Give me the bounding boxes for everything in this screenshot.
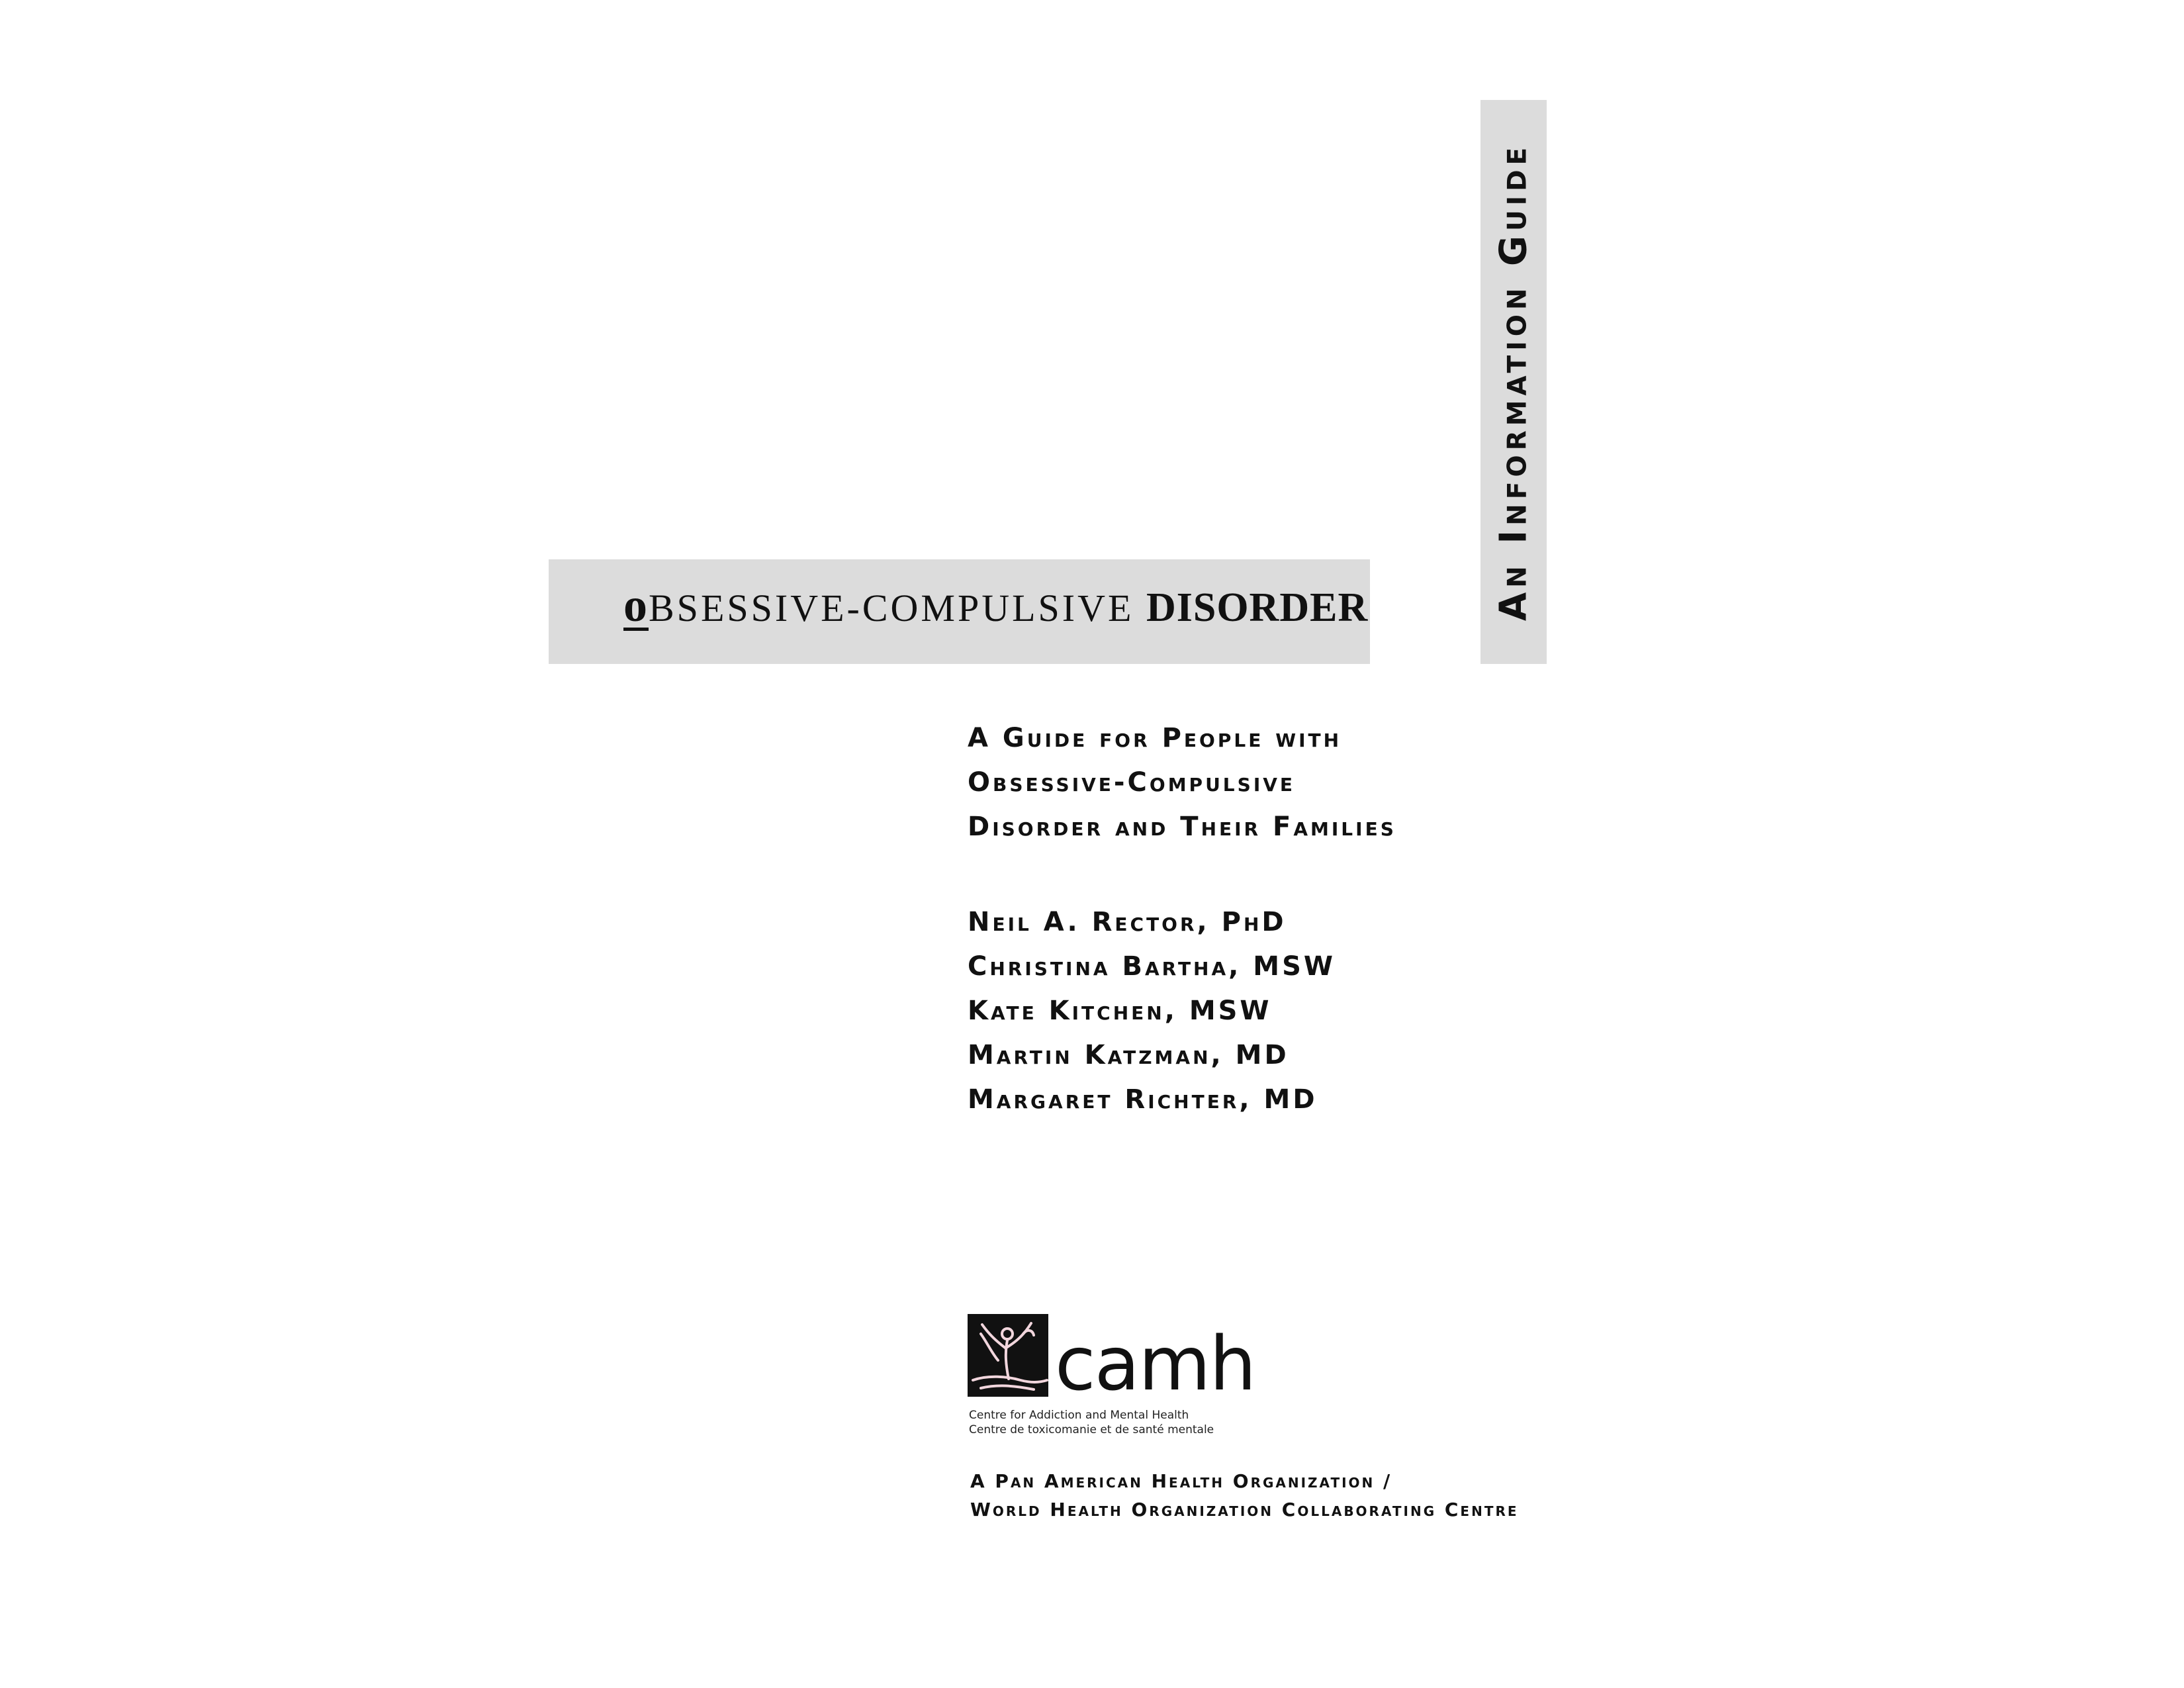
- document-title: [623, 581, 1368, 647]
- title-initial: o: [623, 579, 649, 632]
- subtitle-line-3: Disorder and Their Families: [968, 812, 1396, 842]
- logo-line-fr: Centre de toxicomanie et de santé mentale: [969, 1423, 1214, 1436]
- logo-figure-icon: [968, 1314, 1048, 1397]
- side-tab: [1480, 100, 1547, 664]
- subtitle-line-2: Obsessive-Compulsive: [968, 767, 1296, 798]
- title-bold: DISORDER: [1146, 585, 1369, 630]
- author-4: Martin Katzman, MD: [968, 1040, 1289, 1070]
- author-2: Christina Bartha, MSW: [968, 951, 1336, 982]
- footer-line-1: A Pan American Health Organization /: [970, 1470, 1392, 1492]
- camh-logo: [968, 1314, 1255, 1446]
- side-tab-label: An Information Guide: [1492, 142, 1535, 622]
- author-3: Kate Kitchen, MSW: [968, 996, 1272, 1026]
- author-1: Neil A. Rector, PhD: [968, 907, 1287, 937]
- author-5: Margaret Richter, MD: [968, 1084, 1318, 1115]
- logo-wordmark: camh: [1055, 1321, 1255, 1407]
- subtitle-line-1: A Guide for People with: [968, 723, 1342, 753]
- footer-line-2: World Health Organization Collaborating Centre: [970, 1499, 1519, 1521]
- title-main: BSESSIVE-COMPULSIVE: [649, 586, 1146, 630]
- logo-line-en: Centre for Addiction and Mental Health: [969, 1409, 1189, 1422]
